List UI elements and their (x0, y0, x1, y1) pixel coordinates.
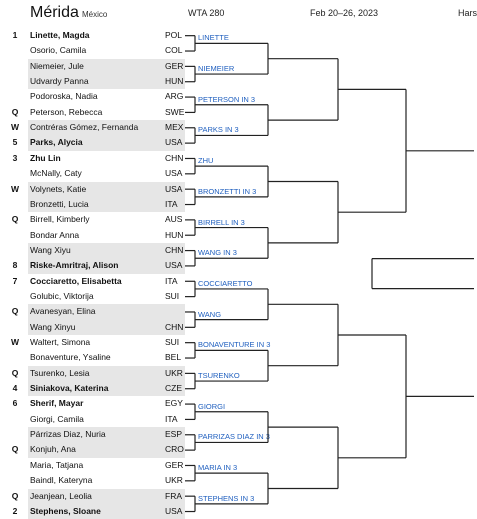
match-result: PARRIZAS DIAZ IN 3 (198, 432, 270, 442)
player-country-code: CHN (165, 244, 184, 255)
player-country-code: USA (165, 260, 183, 271)
match-result: COCCIARETTO (198, 278, 253, 288)
player-name: Konjuh, Ana (30, 444, 76, 455)
player-seed: 2 (12, 505, 18, 516)
player-seed: Q (11, 367, 19, 378)
player-seed: 5 (12, 137, 18, 148)
player-country-code: HUN (165, 76, 184, 87)
player-country-code: USA (165, 168, 183, 179)
player-country-code: FRA (165, 490, 182, 501)
player-name: Párrizas Diaz, Nuria (30, 429, 106, 440)
player-country-code: ITA (165, 275, 178, 286)
player-name: Podoroska, Nadia (30, 91, 98, 102)
player-country-code: CZE (165, 383, 182, 394)
player-seed: Q (11, 444, 19, 455)
player-country-code: ESP (165, 429, 183, 440)
player-country-code: GER (165, 459, 184, 470)
player-name: Peterson, Rebecca (30, 106, 103, 117)
match-result: WANG IN 3 (198, 248, 237, 258)
player-country-code: USA (165, 505, 183, 516)
player-name: Niemeier, Jule (30, 60, 84, 71)
player-name: Baindl, Kateryna (30, 475, 93, 486)
player-name: Golubic, Viktorija (30, 290, 94, 301)
player-country-code: ITA (165, 413, 178, 424)
player-country-code: SUI (165, 337, 180, 347)
match-result: BRONZETTI IN 3 (198, 186, 257, 196)
player-name: Wang Xinyu (30, 321, 76, 332)
player-country-code: SWE (165, 106, 185, 117)
player-country-code: UKR (165, 475, 183, 486)
player-name: Sherif, Mayar (30, 398, 84, 409)
player-name: Bronzetti, Lucia (30, 198, 89, 209)
player-seed: 4 (12, 383, 18, 394)
player-country-code: ITA (165, 198, 178, 209)
player-seed: W (10, 122, 20, 133)
player-name: Contréras Gómez, Fernanda (30, 122, 139, 133)
player-country-code: ARG (165, 91, 184, 102)
match-result: WANG (198, 309, 222, 319)
player-seed: Q (11, 306, 19, 317)
tournament-dates: Feb 20–26, 2023 (310, 8, 379, 18)
match-result: ZHU (198, 156, 214, 166)
player-country-code: HUN (165, 229, 184, 240)
player-name: Siniakova, Katerina (30, 383, 109, 394)
player-seed: 8 (12, 260, 18, 271)
match-result: GIORGI (198, 401, 226, 411)
match-result: NIEMEIER (198, 64, 235, 74)
player-seed: 7 (12, 275, 18, 286)
player-country-code: COL (165, 45, 183, 56)
player-country-code: POL (165, 30, 183, 40)
match-result: BIRRELL IN 3 (198, 217, 245, 227)
player-name: McNally, Caty (30, 168, 82, 179)
tournament-title: Mérida (30, 4, 79, 21)
match-result: MARIA IN 3 (198, 463, 238, 473)
player-name: Tsurenko, Lesia (30, 367, 90, 378)
player-country-code: UKR (165, 367, 183, 378)
player-country-code: USA (165, 183, 183, 194)
player-name: Cocciaretto, Elisabetta (30, 275, 122, 286)
player-name: Giorgi, Camila (30, 413, 84, 424)
match-result: BONAVENTURE IN 3 (198, 340, 271, 350)
player-country-code: USA (165, 137, 183, 148)
match-result: PARKS IN 3 (198, 125, 239, 135)
match-result: TSURENKO (198, 371, 240, 381)
match-result: LINETTE (198, 33, 229, 43)
player-name: Jeanjean, Leolia (30, 490, 92, 501)
player-name: Osorio, Camila (30, 45, 87, 56)
player-name: Waltert, Simona (30, 337, 91, 347)
player-country-code: CHN (165, 321, 184, 332)
player-name: Wang Xiyu (30, 244, 71, 255)
round-header-cut: Hars (458, 8, 477, 18)
player-name: Birrell, Kimberly (30, 214, 90, 225)
player-name: Udvardy Panna (30, 76, 89, 87)
player-name: Avanesyan, Elina (30, 306, 96, 317)
match-result: STEPHENS IN 3 (198, 493, 255, 503)
player-seed: Q (11, 106, 19, 117)
player-country-code: CRO (165, 444, 184, 455)
player-name: Linette, Magda (30, 30, 90, 40)
tournament-tier: WTA 280 (188, 8, 225, 18)
player-country-code: SUI (165, 290, 180, 301)
player-name: Volynets, Katie (30, 183, 87, 194)
player-country-code: AUS (165, 214, 183, 225)
player-seed: Q (11, 214, 19, 225)
player-seed: 6 (12, 398, 18, 409)
player-country-code: GER (165, 60, 184, 71)
player-seed: 3 (12, 152, 18, 163)
player-country-code: EGY (165, 398, 183, 409)
player-name: Maria, Tatjana (30, 459, 84, 470)
player-seed: W (10, 183, 20, 194)
tournament-country: México (82, 10, 108, 19)
player-seed: 1 (12, 30, 18, 40)
player-name: Parks, Alycia (30, 137, 83, 148)
player-name: Bonaventure, Ysaline (30, 352, 111, 363)
player-seed: Q (11, 490, 19, 501)
player-country-code: BEL (165, 352, 182, 363)
player-name: Riske-Amritraj, Alison (30, 260, 119, 271)
player-name: Stephens, Sloane (30, 505, 101, 516)
player-name: Zhu Lin (30, 152, 61, 163)
match-result: PETERSON IN 3 (198, 94, 256, 104)
player-country-code: MEX (165, 122, 184, 133)
player-country-code: CHN (165, 152, 184, 163)
player-name: Bondar Anna (30, 229, 80, 240)
player-seed: W (10, 337, 20, 347)
